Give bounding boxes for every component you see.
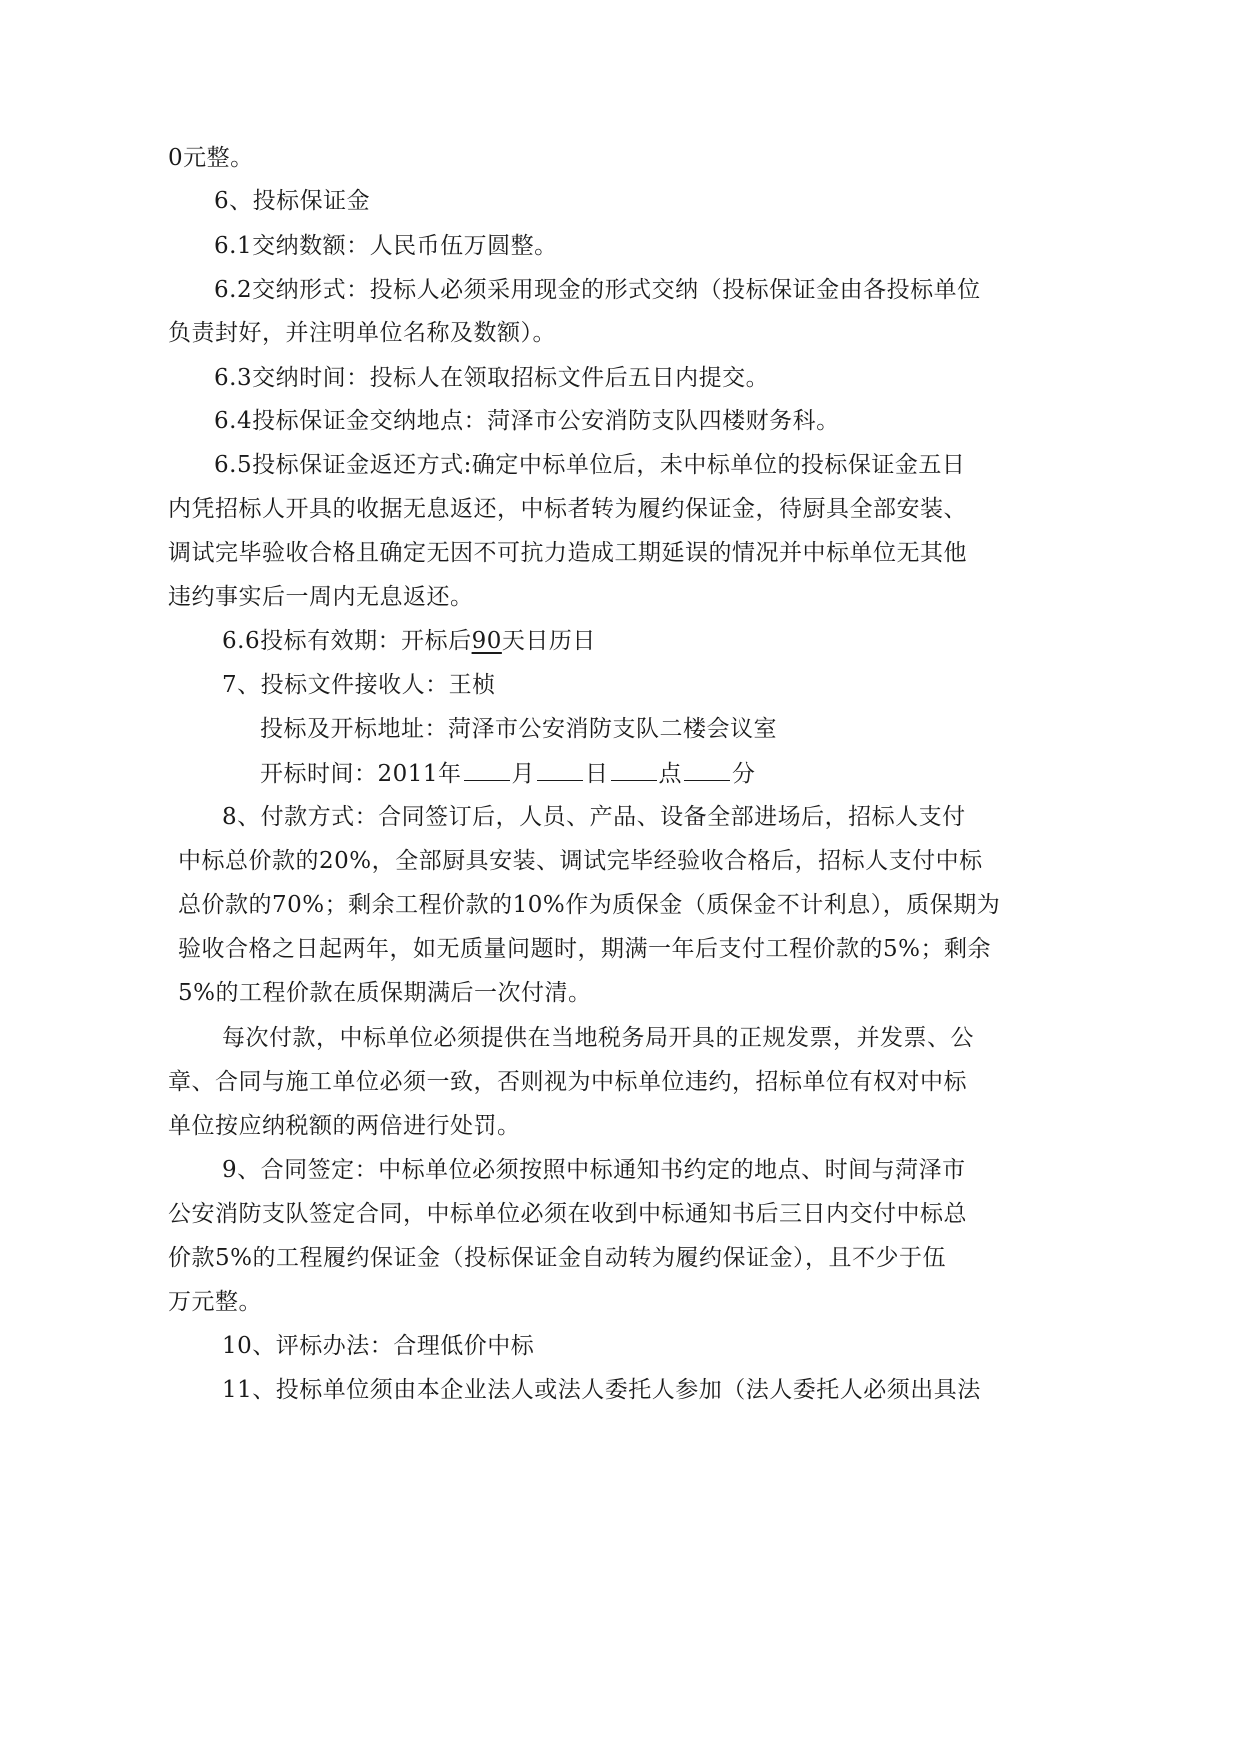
text-line: 中标总价款的20%，全部厨具安装、调试完毕经验收合格后，招标人支付中标 (178, 848, 983, 874)
underlined-days: 90 (471, 628, 502, 654)
text-line: 6.3交纳时间：投标人在领取招标文件后五日内提交。 (214, 365, 770, 391)
text-fragment: 天日历日 (501, 628, 596, 654)
text-line-opening-time (260, 758, 756, 789)
text-fragment: 6.6投标有效期：开标后 (222, 628, 472, 654)
text-fragment: 开标时间：2011年 (260, 761, 462, 787)
text-line: 总价款的70%；剩余工程价款的10%作为质保金（质保金不计利息），质保期为 (178, 892, 1001, 918)
text-line: 6.5投标保证金返还方式:确定中标单位后，未中标单位的投标保证金五日 (214, 452, 966, 478)
section-heading-8: 8、付款方式：合同签订后，人员、产品、设备全部进场后，招标人支付 (222, 804, 966, 830)
blank-month (464, 758, 510, 781)
text-fragment: 月 (511, 761, 536, 787)
text-line-validity (222, 626, 596, 656)
text-line: 负责封好，并注明单位名称及数额）。 (168, 320, 556, 346)
text-line: 6.4投标保证金交纳地点：菏泽市公安消防支队四楼财务科。 (214, 408, 840, 434)
text-line: 公安消防支队签定合同，中标单位必须在收到中标通知书后三日内交付中标总 (168, 1201, 967, 1227)
text-line: 5%的工程价款在质保期满后一次付清。 (178, 980, 592, 1006)
text-fragment: 日 (585, 761, 609, 787)
text-line: 6.1交纳数额：人民币伍万圆整。 (214, 233, 558, 259)
text-line: 验收合格之日起两年，如无质量问题时，期满一年后支付工程价款的5%；剩余 (178, 936, 991, 962)
text-line: 0元整。 (168, 145, 254, 171)
text-line: 单位按应纳税额的两倍进行处罚。 (168, 1113, 521, 1139)
blank-minute (684, 758, 730, 781)
text-line: 内凭招标人开具的收据无息返还，中标者转为履约保证金，待厨具全部安装、 (168, 496, 967, 522)
text-line: 违约事实后一周内无息返还。 (168, 584, 474, 610)
section-heading-6: 6、投标保证金 (214, 188, 371, 214)
text-line: 调试完毕验收合格且确定无因不可抗力造成工期延误的情况并中标单位无其他 (168, 540, 967, 566)
section-heading-11: 11、投标单位须由本企业法人或法人委托人参加（法人委托人必须出具法 (222, 1377, 981, 1403)
text-line: 价款5%的工程履约保证金（投标保证金自动转为履约保证金），且不少于伍 (168, 1245, 946, 1271)
text-line: 每次付款，中标单位必须提供在当地税务局开具的正规发票，并发票、公 (222, 1025, 974, 1051)
text-fragment: 分 (732, 761, 756, 787)
section-heading-10: 10、评标办法：合理低价中标 (222, 1333, 535, 1359)
blank-hour (611, 758, 657, 781)
blank-day (537, 758, 583, 781)
text-line: 万元整。 (168, 1289, 262, 1315)
text-line: 投标及开标地址：菏泽市公安消防支队二楼会议室 (260, 716, 777, 742)
section-heading-9: 9、合同签定：中标单位必须按照中标通知书约定的地点、时间与菏泽市 (222, 1157, 966, 1183)
text-fragment: 点 (658, 761, 683, 787)
text-line: 6.2交纳形式：投标人必须采用现金的形式交纳（投标保证金由各投标单位 (214, 277, 981, 303)
section-heading-7: 7、投标文件接收人：王桢 (222, 672, 496, 698)
text-line: 章、合同与施工单位必须一致，否则视为中标单位违约，招标单位有权对中标 (168, 1069, 967, 1095)
